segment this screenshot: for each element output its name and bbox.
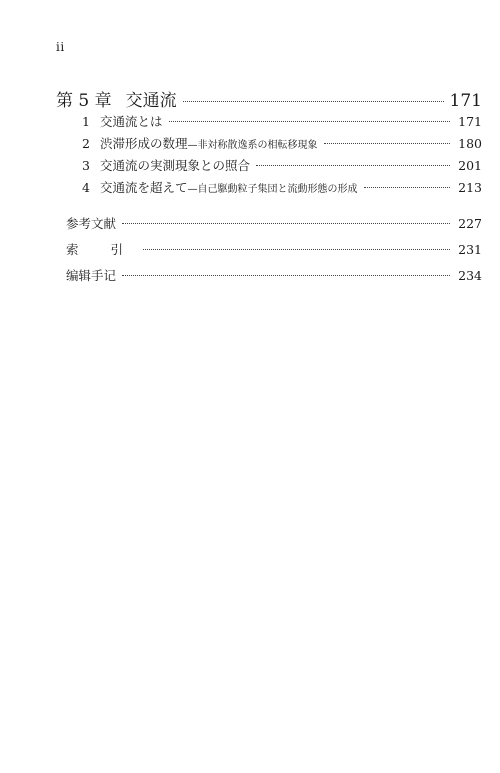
section-page: 201 [458, 158, 482, 173]
section-number: 4 [82, 180, 90, 195]
dot-leader [169, 121, 450, 122]
section-page: 171 [458, 114, 482, 129]
section-page: 213 [458, 180, 482, 195]
chapter-title: 交通流 [125, 91, 177, 111]
section-title: 交通流を超えて [100, 180, 188, 195]
toc-chapter-entry[interactable] [56, 86, 482, 112]
section-subtitle: —自己駆動粒子集団と流動形態の形成 [187, 184, 358, 195]
section-number: 2 [82, 136, 90, 151]
section-title: 交通流の実測現象との照合 [100, 158, 251, 173]
dot-leader [324, 143, 450, 144]
back-matter-title: 编辑手记 [66, 268, 117, 283]
section-subtitle: —非対称散逸系の相転移現象 [187, 140, 318, 151]
table-of-contents [56, 86, 482, 292]
back-matter-page: 231 [458, 242, 482, 257]
back-matter-page: 227 [458, 216, 482, 231]
back-matter-title: 索 引 [66, 242, 137, 257]
dot-leader [143, 249, 450, 250]
toc-section-entry[interactable] [56, 134, 482, 156]
section-number: 3 [82, 158, 90, 173]
chapter-page: 171 [449, 91, 482, 111]
spacer [56, 200, 482, 214]
back-matter-title: 参考文献 [66, 216, 117, 231]
toc-back-matter-entry[interactable] [56, 240, 482, 266]
section-page: 180 [458, 136, 482, 151]
toc-section-entry[interactable] [56, 156, 482, 178]
dot-leader [183, 101, 444, 102]
toc-back-matter-entry[interactable] [56, 214, 482, 240]
toc-back-matter-entry[interactable] [56, 266, 482, 292]
back-matter-page: 234 [458, 268, 482, 283]
toc-section-entry[interactable] [56, 112, 482, 134]
chapter-number: 第 5 章 [56, 91, 112, 111]
toc-section-entry[interactable] [56, 178, 482, 200]
dot-leader [122, 275, 450, 276]
section-title: 渋滞形成の数理 [100, 136, 188, 151]
section-title: 交通流とは [100, 114, 163, 129]
dot-leader [256, 165, 450, 166]
page-number: ii [56, 40, 65, 54]
section-number: 1 [82, 114, 90, 129]
dot-leader [364, 187, 450, 188]
dot-leader [122, 223, 450, 224]
